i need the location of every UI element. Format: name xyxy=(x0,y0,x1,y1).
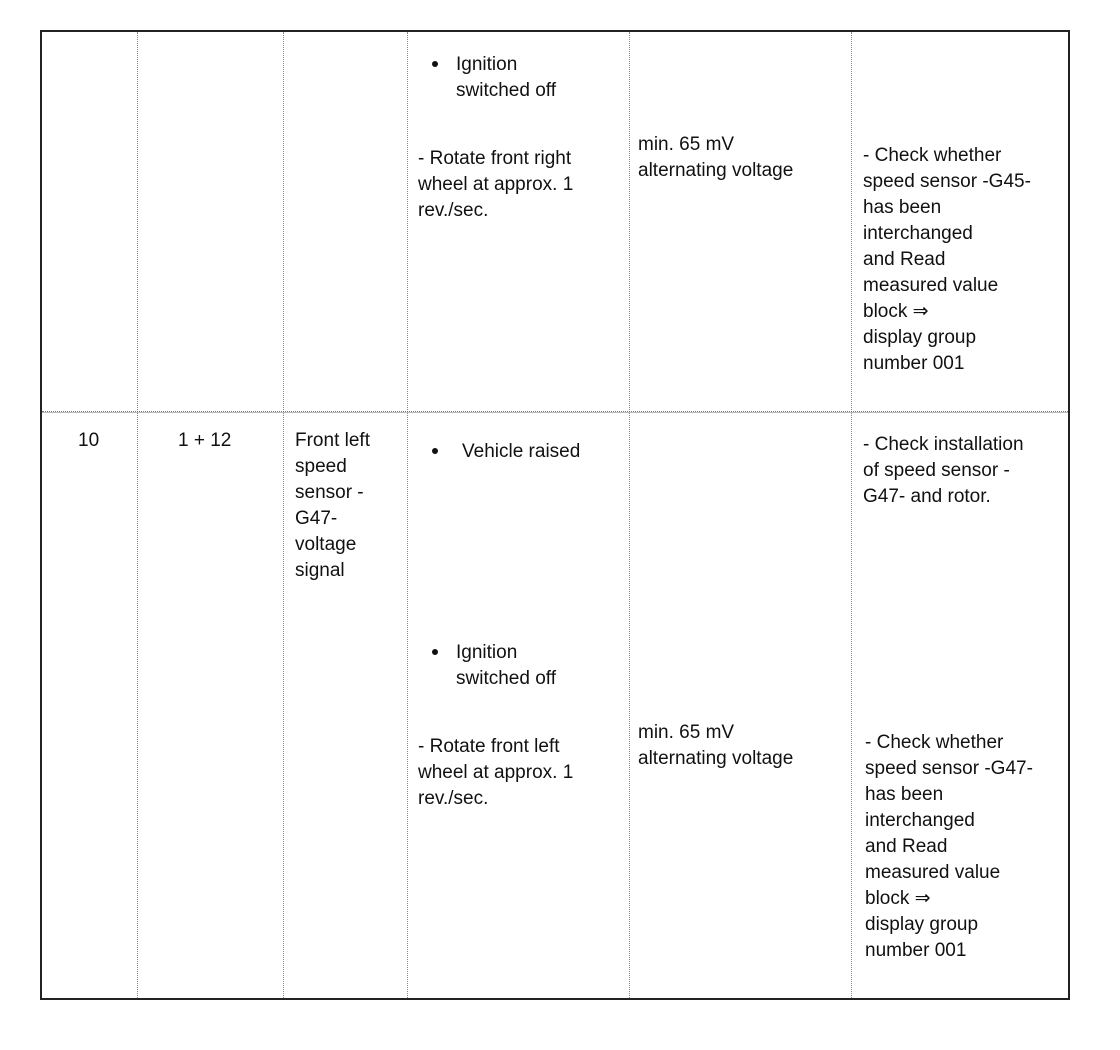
specified-value: min. 65 mV alternating voltage xyxy=(638,134,794,181)
column-divider xyxy=(283,32,284,998)
remedy: - Check whether speed sensor -G45- has been interchanged and Read measured value block ⇒ display group number 001 xyxy=(863,145,1031,374)
remedy: - Check whether speed sensor -G47- has been interchanged and Read measured value block ⇒ display group number 001 xyxy=(865,732,1033,961)
pin-numbers: 1 + 12 xyxy=(178,430,232,451)
test-condition-step: - Rotate front left wheel at approx. 1 rev./sec. xyxy=(418,736,574,809)
specified-value: min. 65 mV alternating voltage xyxy=(638,722,794,769)
test-table xyxy=(40,30,1070,1000)
test-condition-text: Vehicle raised xyxy=(462,441,581,462)
column-divider xyxy=(137,32,138,998)
test-condition-step: - Rotate front right wheel at approx. 1 rev./sec. xyxy=(418,148,574,221)
row-number: 10 xyxy=(78,430,100,451)
column-divider xyxy=(407,32,408,998)
test-condition-text: Ignition switched off xyxy=(456,54,556,101)
column-divider xyxy=(629,32,630,998)
remedy: - Check installation of speed sensor - G47- and rotor. xyxy=(863,434,1024,507)
bullet-icon xyxy=(432,649,438,655)
test-condition-text: Ignition switched off xyxy=(456,642,556,689)
component-description: Front left speed sensor - G47- voltage signal xyxy=(295,430,370,581)
row-divider xyxy=(42,411,1068,412)
bullet-icon xyxy=(432,61,438,67)
bullet-icon xyxy=(432,448,438,454)
column-divider xyxy=(851,32,852,998)
